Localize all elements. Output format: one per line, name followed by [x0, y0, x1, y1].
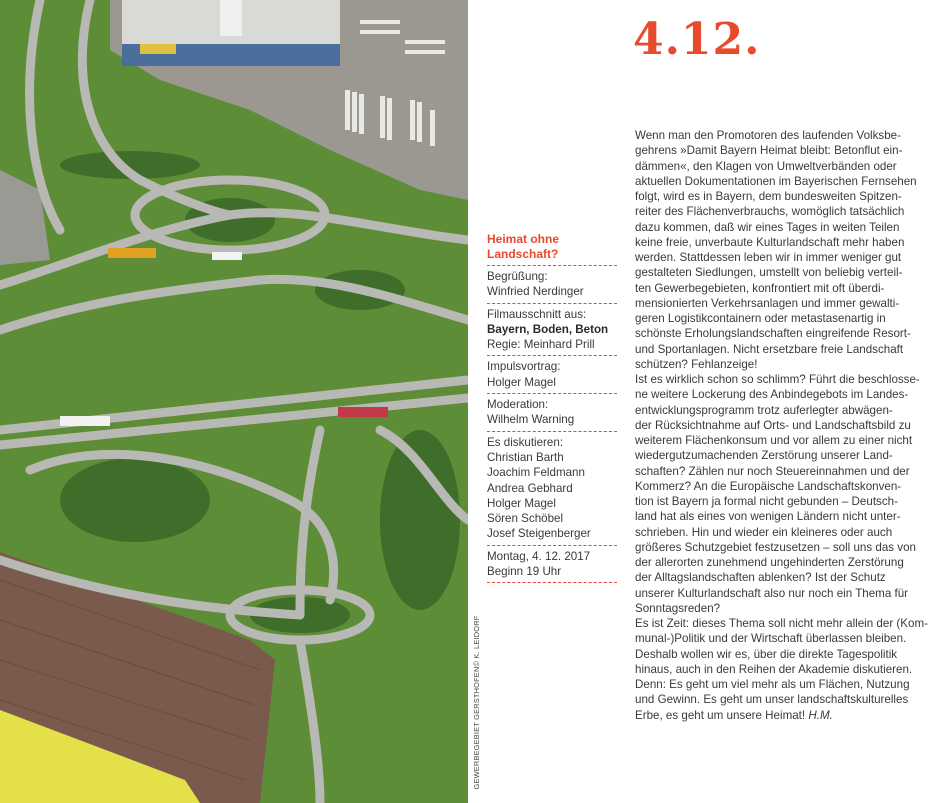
body-line: Denn: Es geht um viel mehr als um Flächen, Nutzung — [635, 678, 910, 691]
body-line: unserer Kulturlandschaft also nur noch ein Thema für — [635, 586, 909, 600]
body-line: geren Logistikcontainern oder metastasenartig in — [635, 312, 886, 325]
panel-name: Joachim Feldmann — [487, 466, 585, 480]
event-title-line: Landschaft? — [487, 247, 559, 261]
body-line: dämmen«, den Klagen von Umweltverbänden oder — [635, 159, 897, 173]
body-line: Es ist Zeit: dieses Thema soll nicht mehr allein der (Kom- — [635, 617, 928, 630]
body-line: der allerorten zunehmend ungehinderten Zerstörung — [635, 556, 904, 569]
body-line: Ist es wirklich schon so schlimm? Führt die beschlosse- — [635, 373, 920, 386]
body-line: gestalteten Siedlungen, umstellt von beliebig verteil- — [635, 266, 903, 280]
panel-name: Sören Schöbel — [487, 512, 564, 526]
moderation-block — [487, 393, 617, 431]
moderation-name: Wilhelm Warning — [487, 413, 575, 427]
body-line: Kommerz? An die Europäische Landschaftskonven- — [635, 479, 902, 493]
body-line: schützen? Fehlanzeige! — [635, 357, 758, 371]
photo-credit — [470, 612, 482, 797]
body-line: weiterem Flächenkonsum und vor allem zu einer nicht — [635, 434, 913, 447]
body-line: Deshalb wollen wir es, über die direkte Tagespolitik — [635, 647, 898, 661]
body-line: dazu kommen, daß wir eines Tages in weiten Teilen — [635, 220, 900, 234]
body-line: schaften? Zählen nur noch Steuereinnahmen und der — [635, 464, 910, 478]
body-line: tion ist Bayern ja formal nicht gebunden – Deutsch- — [635, 495, 898, 508]
event-title — [487, 232, 617, 265]
body-line: land hat als eines von wenigen Ländern nicht unter- — [635, 510, 901, 524]
talk-label: Impulsvortrag: — [487, 360, 561, 374]
talk-name: Holger Magel — [487, 375, 556, 389]
panel-label: Es diskutieren: — [487, 435, 564, 449]
body-line: keine freie, unverbaute Kulturlandschaft mehr haben — [635, 235, 905, 249]
panel-name: Andrea Gebhard — [487, 481, 573, 495]
body-text — [635, 128, 928, 723]
greeting-block — [487, 265, 617, 303]
body-line-last — [635, 708, 925, 723]
film-director: Regie: Meinhard Prill — [487, 338, 595, 352]
body-line: reiter des Flächenverbrauchs, womöglich tatsächlich — [635, 205, 905, 219]
author-signature: H.M. — [808, 708, 833, 722]
panel-name: Holger Magel — [487, 496, 556, 510]
body-line: entwicklungsprogramm trotz auferlegter abwägen- — [635, 403, 893, 417]
body-line: schrieben. Hin und wieder ein kleineres oder auch — [635, 525, 893, 539]
body-line: und Sportanlagen. Nicht ersetzbare freie Landschaft — [635, 342, 904, 356]
body-line: größeres Schutzgebiet festzusetzen – soll uns das von — [635, 540, 916, 554]
body-line: gehrens »Damit Bayern Heimat bleibt: Betonflut ein- — [635, 144, 903, 158]
body-line: hinaus, auch in den Reihen der Akademie diskutieren. — [635, 662, 913, 676]
body-line-text: Erbe, es geht um unsere Heimat! — [635, 708, 806, 722]
greeting-label: Begrüßung: — [487, 270, 548, 283]
date-heading: 4.12. — [633, 14, 761, 65]
panel-name: Christian Barth — [487, 450, 564, 464]
panel-name: Josef Steigenberger — [487, 527, 591, 541]
body-line: ne weitere Lockerung des Anbindegebots im Landes- — [635, 388, 909, 402]
event-info-column — [487, 232, 617, 583]
body-line: ten Gewerbegebieten, konfrontiert mit oft überdi- — [635, 281, 885, 295]
body-line: und Gewinn. Es geht um unser landschaftskulturelles — [635, 693, 909, 707]
body-line: munal-)Politik und der Wirtschaft überlassen bleiben. — [635, 632, 907, 646]
body-line: aktuellen Dokumentationen im Bayerischen Fernsehen — [635, 174, 917, 188]
film-block — [487, 303, 617, 356]
talk-block — [487, 355, 617, 393]
panel-block — [487, 431, 617, 545]
photo-credit-text: GEWERBEGEBIET GERSTHOFEN© K. LEIDORF — [472, 615, 481, 790]
body-line: mensionierten Verkehrsanlagen und immer gewalti- — [635, 296, 900, 310]
event-date: Montag, 4. 12. 2017 — [487, 549, 591, 563]
body-line: folgt, wird es in Bayern, dem bundesweiten Spitzen- — [635, 190, 902, 203]
body-line: wiedergutzumachenden Zerstörung unserer Land- — [635, 449, 893, 463]
event-title-line: Heimat ohne — [487, 232, 560, 246]
schedule-block — [487, 545, 617, 584]
event-time: Beginn 19 Uhr — [487, 565, 562, 579]
body-line: Wenn man den Promotoren des laufenden Volksbe- — [635, 129, 901, 142]
body-line: werden. Stattdessen leben wir in immer weniger gut — [635, 251, 902, 264]
film-title: Bayern, Boden, Beton — [487, 322, 609, 336]
moderation-label: Moderation: — [487, 398, 549, 412]
film-label: Filmausschnitt aus: — [487, 307, 587, 321]
body-line: der Alltagslandschaften ablenken? Ist der Schutz — [635, 571, 886, 585]
body-line: der Rücksichtnahme auf Orts- und Landschaftsbild zu — [635, 418, 911, 432]
body-line: schönste Erholungslandschaften eingreifende Resort- — [635, 327, 911, 341]
greeting-name: Winfried Nerdinger — [487, 285, 584, 299]
body-line: Sonntagsreden? — [635, 601, 721, 615]
